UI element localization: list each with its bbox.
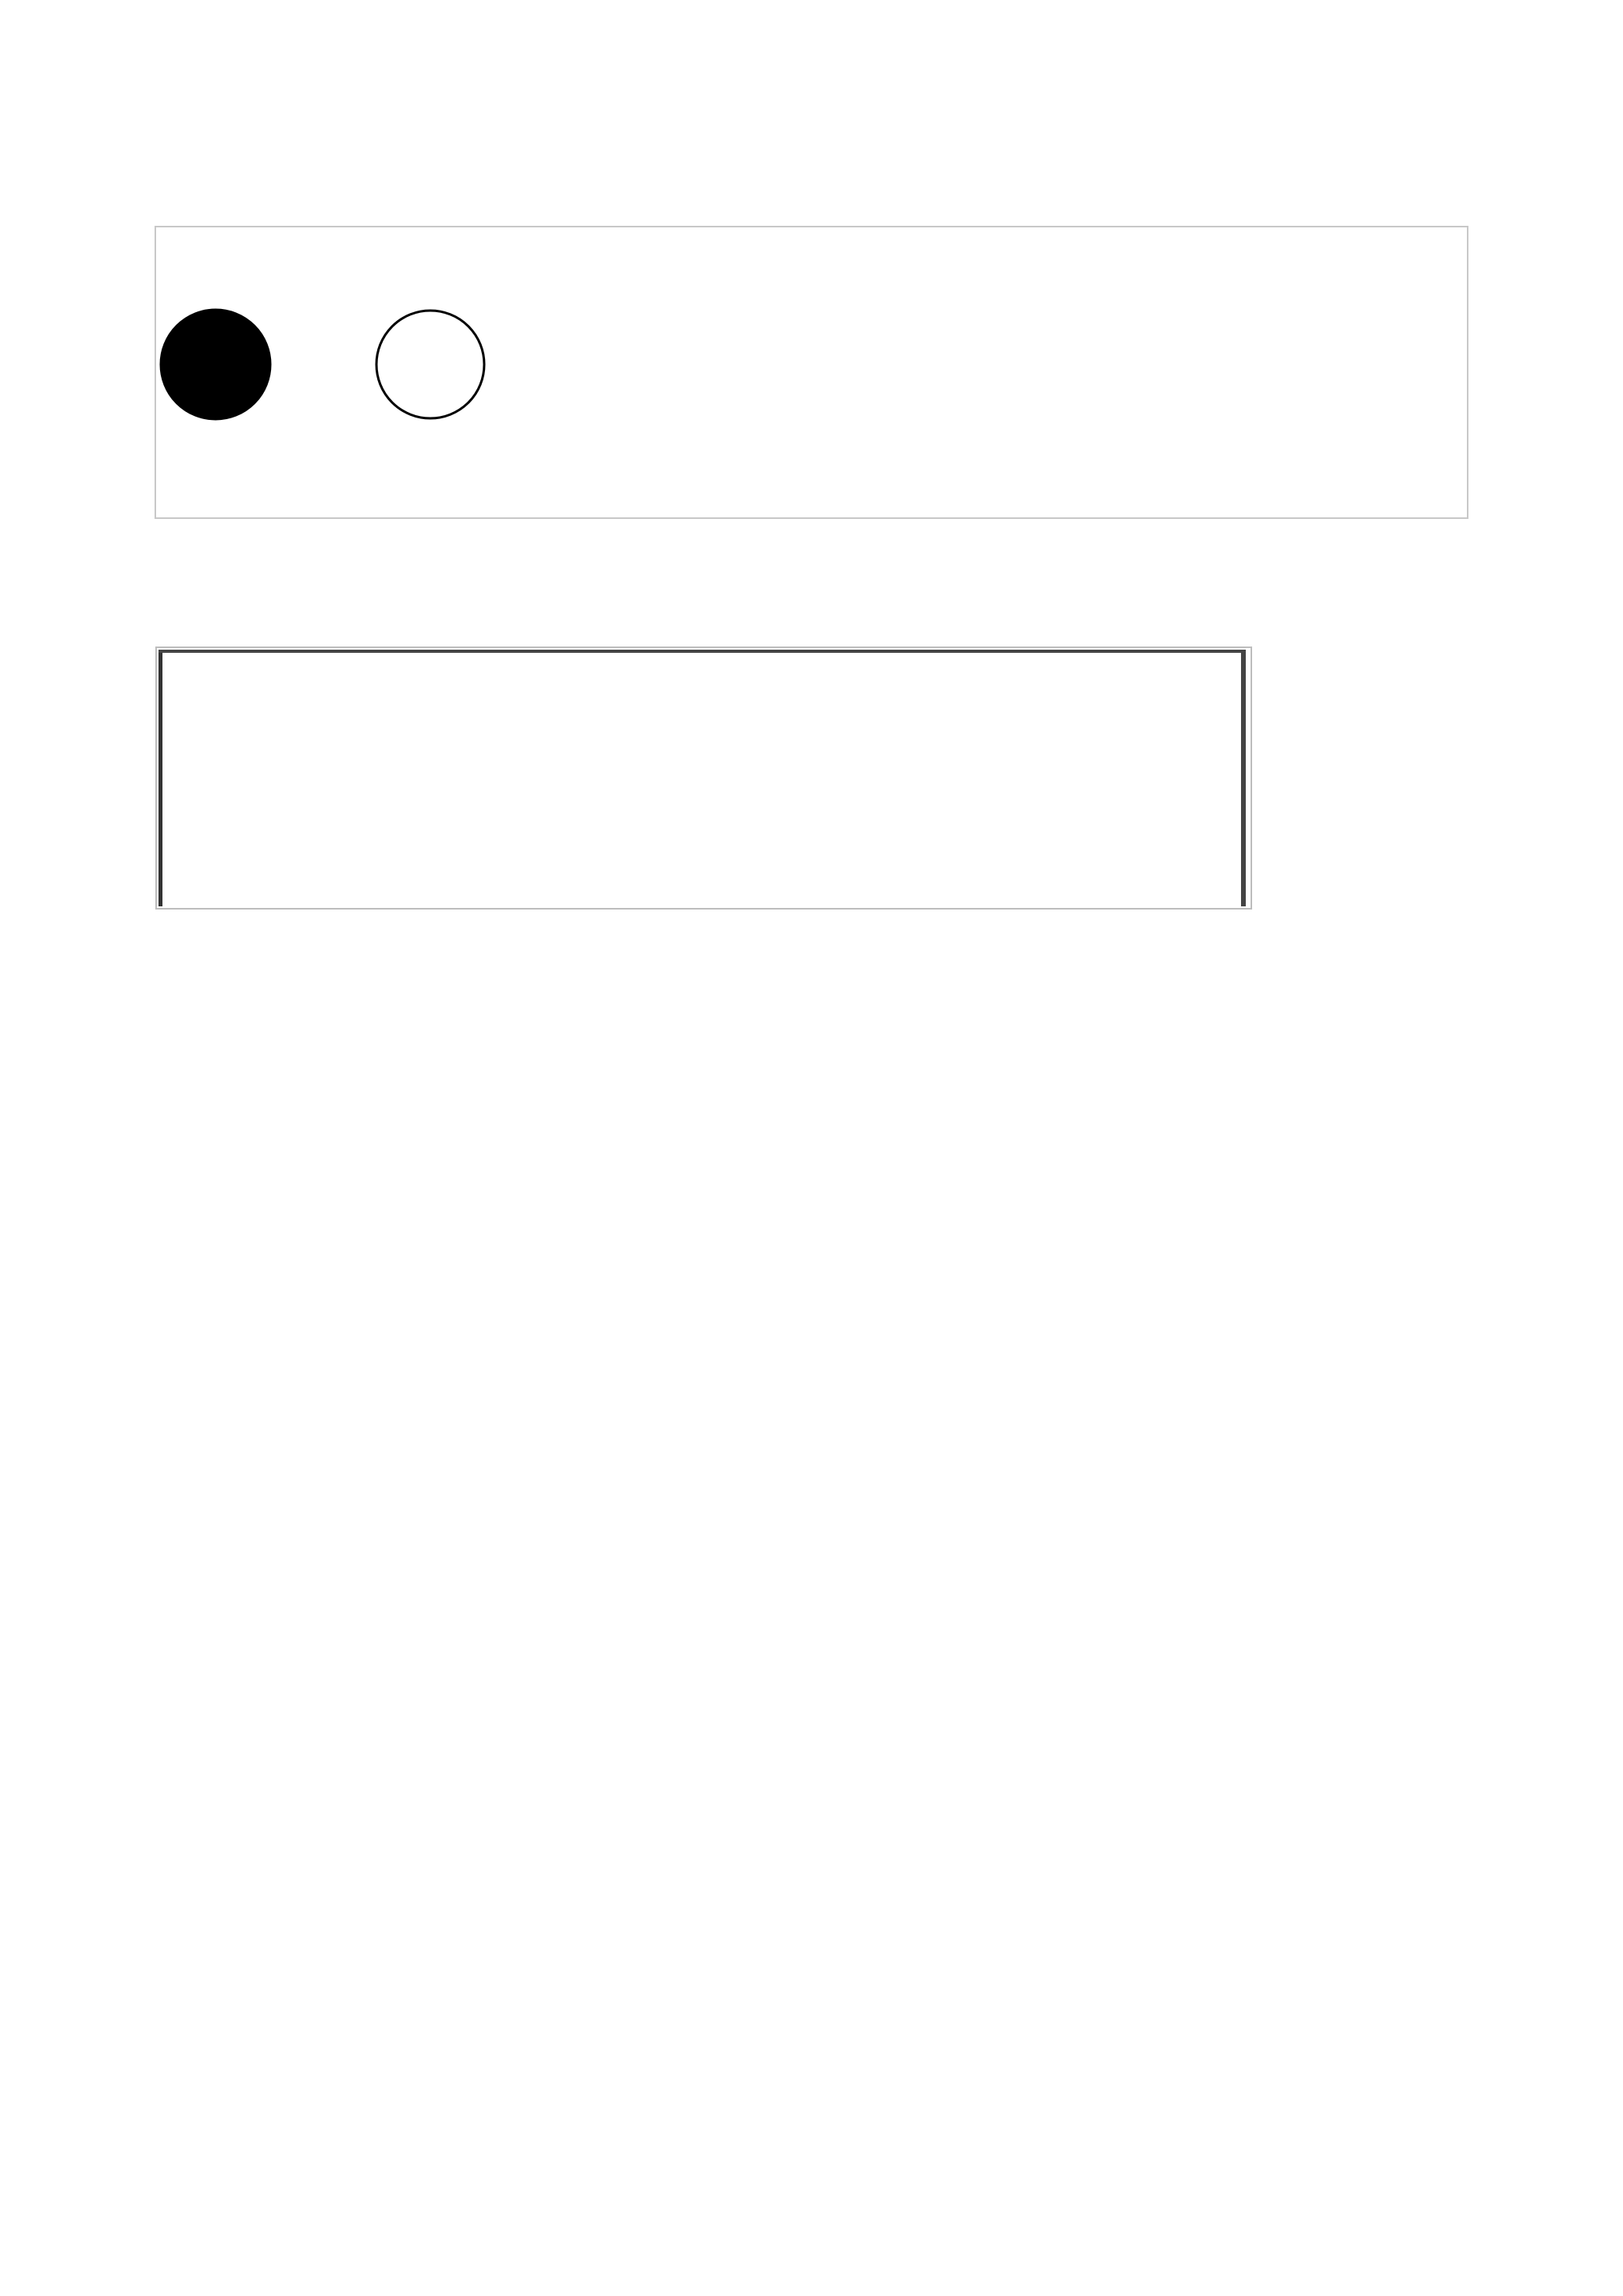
black-atom-icon xyxy=(161,310,270,419)
white-atom-icon xyxy=(376,311,484,418)
task3-bottom-drawings xyxy=(170,959,1010,1220)
task2-atoms xyxy=(155,301,519,428)
task3-top-drawings xyxy=(155,646,1252,910)
